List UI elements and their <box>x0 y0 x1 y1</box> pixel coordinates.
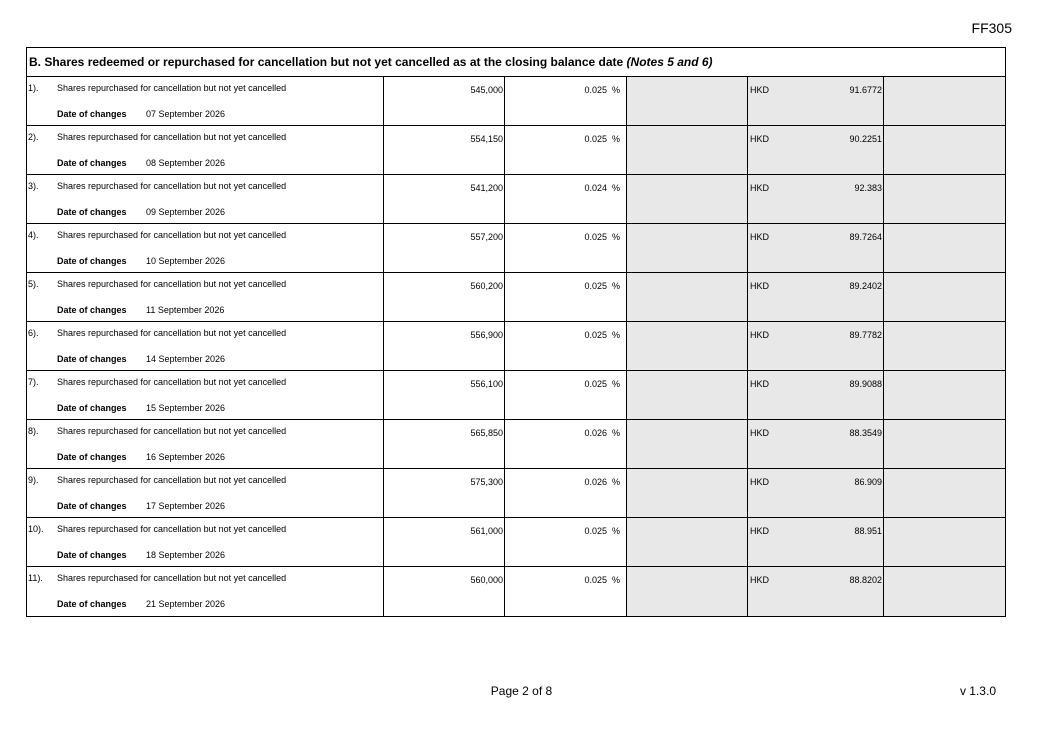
currency-label: HKD <box>750 330 770 340</box>
row-number: 5). <box>28 279 39 289</box>
date-label: Date of changes <box>57 158 127 168</box>
row-number: 4). <box>28 230 39 240</box>
percentage-cell <box>505 518 627 566</box>
row-number: 8). <box>28 426 39 436</box>
price-value: 91.6772 <box>849 85 882 95</box>
price-value: 89.7782 <box>849 330 882 340</box>
shares-cell <box>384 567 505 616</box>
table-row <box>27 273 1005 322</box>
shaded-cell <box>627 371 748 419</box>
description-cell <box>27 371 384 419</box>
percentage-value: 0.025 % <box>584 232 620 242</box>
date-value: 07 September 2026 <box>146 109 226 119</box>
price-cell <box>748 518 884 566</box>
price-cell <box>748 224 884 272</box>
date-value: 17 September 2026 <box>146 501 226 511</box>
shares-cell <box>384 420 505 468</box>
date-value: 16 September 2026 <box>146 452 226 462</box>
currency-label: HKD <box>750 232 770 242</box>
date-label: Date of changes <box>57 550 127 560</box>
shaded-cell <box>884 224 1005 272</box>
shares-cell <box>384 273 505 321</box>
date-value: 14 September 2026 <box>146 354 226 364</box>
shaded-cell <box>627 469 748 517</box>
table-row <box>27 567 1005 616</box>
row-number: 2). <box>28 132 39 142</box>
description-cell <box>27 518 384 566</box>
percentage-value: 0.026 % <box>584 428 620 438</box>
shaded-cell <box>884 567 1005 616</box>
page-number: Page 2 of 8 <box>490 684 553 698</box>
shares-value: 560,200 <box>470 281 503 291</box>
date-label: Date of changes <box>57 403 127 413</box>
date-label: Date of changes <box>57 452 127 462</box>
percentage-value: 0.025 % <box>584 281 620 291</box>
shares-cell <box>384 371 505 419</box>
table-rows <box>27 77 1005 616</box>
shaded-cell <box>884 322 1005 370</box>
percentage-value: 0.025 % <box>584 134 620 144</box>
shares-value: 545,000 <box>470 85 503 95</box>
price-value: 88.951 <box>854 526 882 536</box>
percentage-value: 0.025 % <box>584 379 620 389</box>
price-value: 89.9088 <box>849 379 882 389</box>
currency-label: HKD <box>750 134 770 144</box>
row-description: Shares repurchased for cancellation but not yet cancelled <box>57 524 287 534</box>
date-value: 15 September 2026 <box>146 403 226 413</box>
row-number: 3). <box>28 181 39 191</box>
shares-cell <box>384 322 505 370</box>
price-cell <box>748 567 884 616</box>
form-code: FF305 <box>971 20 1012 36</box>
shaded-cell <box>627 420 748 468</box>
percentage-value: 0.025 % <box>584 85 620 95</box>
description-cell <box>27 126 384 174</box>
row-description: Shares repurchased for cancellation but not yet cancelled <box>57 132 287 142</box>
currency-label: HKD <box>750 428 770 438</box>
shares-value: 557,200 <box>470 232 503 242</box>
price-cell <box>748 322 884 370</box>
description-cell <box>27 224 384 272</box>
shaded-cell <box>884 273 1005 321</box>
section-title <box>27 48 1005 77</box>
row-number: 7). <box>28 377 39 387</box>
shares-cell <box>384 224 505 272</box>
price-value: 86.909 <box>854 477 882 487</box>
shares-value: 565,850 <box>470 428 503 438</box>
currency-label: HKD <box>750 526 770 536</box>
row-number: 6). <box>28 328 39 338</box>
shares-cell <box>384 126 505 174</box>
shaded-cell <box>627 77 748 125</box>
shares-cell <box>384 175 505 223</box>
price-cell <box>748 420 884 468</box>
table-row <box>27 126 1005 175</box>
table-row <box>27 469 1005 518</box>
shares-value: 556,100 <box>470 379 503 389</box>
shares-value: 556,900 <box>470 330 503 340</box>
repurchase-section <box>26 47 1006 617</box>
shaded-cell <box>884 469 1005 517</box>
table-row <box>27 224 1005 273</box>
currency-label: HKD <box>750 477 770 487</box>
percentage-value: 0.025 % <box>584 526 620 536</box>
currency-label: HKD <box>750 575 770 585</box>
percentage-cell <box>505 175 627 223</box>
date-label: Date of changes <box>57 109 127 119</box>
percentage-value: 0.025 % <box>584 575 620 585</box>
description-cell <box>27 469 384 517</box>
price-cell <box>748 77 884 125</box>
description-cell <box>27 273 384 321</box>
percentage-cell <box>505 420 627 468</box>
row-description: Shares repurchased for cancellation but not yet cancelled <box>57 181 287 191</box>
price-value: 92.383 <box>854 183 882 193</box>
row-description: Shares repurchased for cancellation but not yet cancelled <box>57 573 287 583</box>
price-value: 88.3549 <box>849 428 882 438</box>
section-notes: (Notes 5 and 6) <box>626 55 713 69</box>
currency-label: HKD <box>750 281 770 291</box>
row-description: Shares repurchased for cancellation but not yet cancelled <box>57 328 287 338</box>
description-cell <box>27 567 384 616</box>
row-number: 9). <box>28 475 39 485</box>
date-value: 08 September 2026 <box>146 158 226 168</box>
date-label: Date of changes <box>57 256 127 266</box>
date-label: Date of changes <box>57 207 127 217</box>
shares-cell <box>384 469 505 517</box>
section-title-text: B. Shares redeemed or repurchased for cancellation but not yet cancelled as at the closing balance date <box>29 55 624 69</box>
row-number: 11). <box>28 573 43 583</box>
price-cell <box>748 175 884 223</box>
row-description: Shares repurchased for cancellation but not yet cancelled <box>57 230 287 240</box>
percentage-cell <box>505 322 627 370</box>
date-label: Date of changes <box>57 599 127 609</box>
shares-value: 541,200 <box>470 183 503 193</box>
table-row <box>27 175 1005 224</box>
table-row <box>27 371 1005 420</box>
price-value: 90.2251 <box>849 134 882 144</box>
price-value: 89.7264 <box>849 232 882 242</box>
price-cell <box>748 126 884 174</box>
percentage-cell <box>505 273 627 321</box>
price-cell <box>748 469 884 517</box>
description-cell <box>27 322 384 370</box>
date-label: Date of changes <box>57 354 127 364</box>
shares-value: 560,000 <box>470 575 503 585</box>
row-description: Shares repurchased for cancellation but not yet cancelled <box>57 475 287 485</box>
shares-cell <box>384 518 505 566</box>
description-cell <box>27 420 384 468</box>
shares-cell <box>384 77 505 125</box>
shaded-cell <box>884 371 1005 419</box>
description-cell <box>27 77 384 125</box>
currency-label: HKD <box>750 379 770 389</box>
percentage-value: 0.026 % <box>584 477 620 487</box>
table-row <box>27 420 1005 469</box>
price-value: 89.2402 <box>849 281 882 291</box>
percentage-cell <box>505 469 627 517</box>
shaded-cell <box>627 322 748 370</box>
percentage-cell <box>505 224 627 272</box>
percentage-value: 0.024 % <box>584 183 620 193</box>
percentage-cell <box>505 567 627 616</box>
shaded-cell <box>627 224 748 272</box>
table-row <box>27 77 1005 126</box>
shaded-cell <box>884 175 1005 223</box>
price-cell <box>748 273 884 321</box>
table-row <box>27 518 1005 567</box>
percentage-cell <box>505 77 627 125</box>
shaded-cell <box>884 77 1005 125</box>
shaded-cell <box>884 126 1005 174</box>
percentage-cell <box>505 126 627 174</box>
shaded-cell <box>627 126 748 174</box>
date-value: 10 September 2026 <box>146 256 226 266</box>
currency-label: HKD <box>750 183 770 193</box>
row-number: 10). <box>28 524 44 534</box>
shares-value: 554,150 <box>470 134 503 144</box>
row-description: Shares repurchased for cancellation but not yet cancelled <box>57 426 287 436</box>
date-value: 11 September 2026 <box>146 305 225 315</box>
percentage-cell <box>505 371 627 419</box>
date-value: 18 September 2026 <box>146 550 226 560</box>
row-description: Shares repurchased for cancellation but not yet cancelled <box>57 279 287 289</box>
price-value: 88.8202 <box>849 575 882 585</box>
currency-label: HKD <box>750 85 770 95</box>
percentage-value: 0.025 % <box>584 330 620 340</box>
date-label: Date of changes <box>57 501 127 511</box>
table-row <box>27 322 1005 371</box>
shaded-cell <box>627 273 748 321</box>
version-label: v 1.3.0 <box>959 684 996 698</box>
shaded-cell <box>627 518 748 566</box>
shaded-cell <box>627 567 748 616</box>
row-description: Shares repurchased for cancellation but not yet cancelled <box>57 377 287 387</box>
description-cell <box>27 175 384 223</box>
date-value: 21 September 2026 <box>146 599 226 609</box>
row-description: Shares repurchased for cancellation but not yet cancelled <box>57 83 287 93</box>
shaded-cell <box>884 518 1005 566</box>
shares-value: 561,000 <box>470 526 503 536</box>
shaded-cell <box>627 175 748 223</box>
shares-value: 575,300 <box>470 477 503 487</box>
row-number: 1). <box>28 83 39 93</box>
date-value: 09 September 2026 <box>146 207 226 217</box>
date-label: Date of changes <box>57 305 127 315</box>
price-cell <box>748 371 884 419</box>
shaded-cell <box>884 420 1005 468</box>
